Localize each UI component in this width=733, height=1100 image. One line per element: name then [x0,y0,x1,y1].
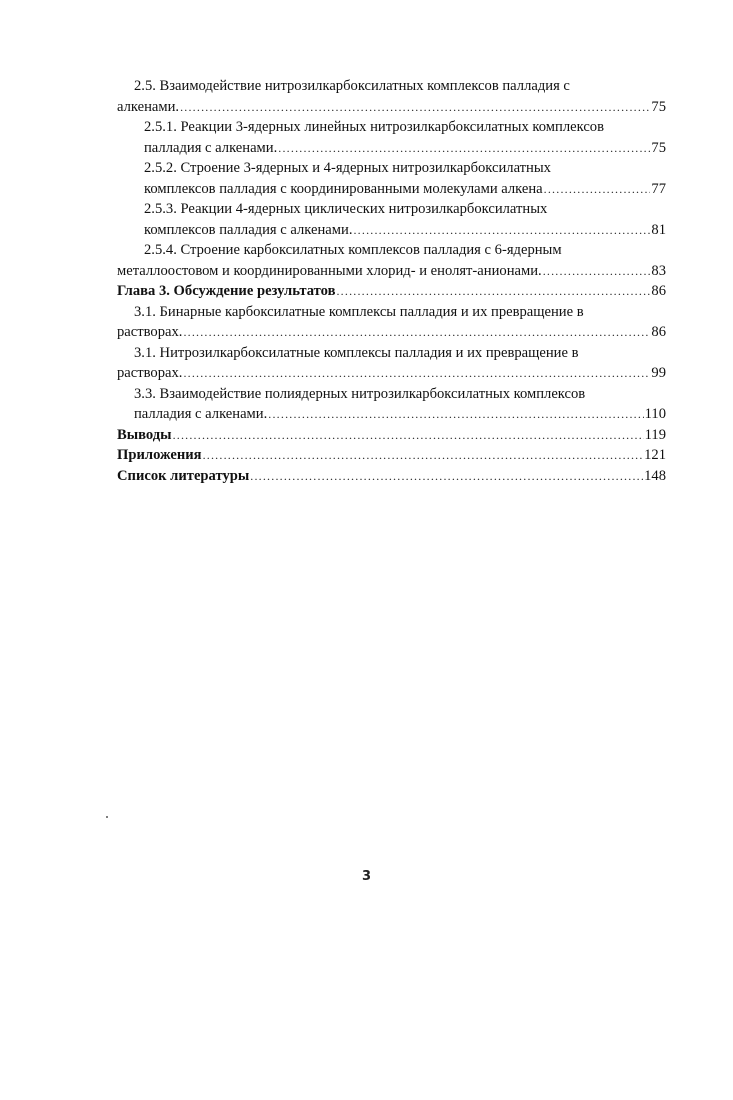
toc-entry-last-line [117,322,666,343]
toc-page-number: 86 [651,283,666,299]
toc-entry-text-line: 3.1. Нитрозилкарбоксилатные комплексы палладия и их превращение в [134,344,579,361]
toc-entry-conclusions[interactable] [117,425,666,446]
toc-entry-chapter-3[interactable] [117,281,666,302]
toc-entry-3-1-nitrosyl[interactable] [117,343,666,384]
toc-entry-text-line: растворах. [117,365,183,381]
toc-page-number: 121 [644,447,666,463]
toc-page-number: 77 [651,180,666,197]
toc-entry-text-line: палладия с алкенами. [134,406,268,422]
dot-leader [183,322,650,343]
toc-entry-last-line [117,97,666,118]
toc-page-number: 81 [651,221,666,238]
toc-entry-last-line [144,179,666,200]
dot-leader [203,445,644,466]
toc-entry-text-line: комплексов палладия с алкенами. [144,221,353,238]
table-of-contents [117,76,666,486]
dot-leader [173,425,644,446]
toc-entry-appendices[interactable] [117,445,666,466]
toc-page-number: 75 [651,98,666,115]
dot-leader [250,466,643,487]
page-number: 3 [361,869,372,884]
toc-entry-text-line: алкенами. [117,98,180,115]
toc-entry-text-line: Список литературы [117,467,250,484]
toc-entry-text-line: Приложения [117,447,202,463]
toc-entry-last-line [117,425,666,446]
toc-entry-text-line: металлоостовом и координированными хлорид- и енолят-анионами. [117,262,542,279]
toc-entry-text-line: 3.1. Бинарные карбоксилатные комплексы палладия и их превращение в [134,303,584,320]
toc-entry-last-line [117,466,666,487]
toc-page-number: 86 [651,324,666,340]
toc-entry-last-line [144,220,666,241]
toc-entry-text-line: комплексов палладия с координированными молекулами алкена [144,180,543,197]
toc-entry-text-line: палладия с алкенами. [144,139,278,156]
dot-leader [180,97,650,118]
toc-entry-3-1-binary[interactable] [117,302,666,343]
toc-entry-text-line: 2.5.1. Реакции 3-ядерных линейных нитрозилкарбоксилатных комплексов [144,119,604,135]
toc-entry-text-line: Выводы [117,426,172,443]
dot-leader [268,404,643,425]
toc-entry-2-5[interactable] [117,76,666,117]
dot-leader [543,261,651,282]
toc-entry-text-line: Глава 3. Обсуждение результатов [117,283,336,299]
toc-entry-text-line: 2.5. Взаимодействие нитрозилкарбоксилатных комплексов палладия с [134,78,570,94]
toc-entry-text-line: 3.3. Взаимодействие полиядерных нитрозилкарбоксилатных комплексов [134,385,586,402]
toc-page-number: 99 [651,365,666,381]
toc-page-number: 119 [644,426,666,443]
toc-entry-2-5-1[interactable] [117,117,666,158]
dot-leader [278,138,650,159]
toc-entry-last-line [117,445,666,466]
toc-entry-last-line [117,281,666,302]
toc-entry-last-line [134,404,666,425]
toc-page-number: 148 [644,467,666,484]
toc-page-number: 110 [644,406,666,422]
toc-entry-2-5-3[interactable] [117,199,666,240]
toc-entry-2-5-4[interactable] [117,240,666,281]
toc-entry-last-line [117,363,666,384]
toc-entry-text-line: растворах. [117,324,183,340]
toc-entry-last-line [144,138,666,159]
dot-leader [353,220,650,241]
toc-entry-text-line: 2.5.3. Реакции 4-ядерных циклических нитрозилкарбоксилатных [144,201,548,217]
dot-leader [544,179,651,200]
toc-entry-references[interactable] [117,466,666,487]
dot-leader [336,281,650,302]
toc-entry-last-line [117,261,666,282]
toc-page-number: 83 [651,262,666,279]
toc-entry-2-5-2[interactable] [117,158,666,199]
toc-entry-text-line: 2.5.2. Строение 3-ядерных и 4-ядерных нитрозилкарбоксилатных [144,160,551,176]
scan-speck [106,816,108,818]
toc-entry-text-line: 2.5.4. Строение карбоксилатных комплексов палладия с 6-ядерным [144,242,562,258]
dot-leader [183,363,650,384]
toc-page-number: 75 [651,139,666,156]
toc-entry-3-3[interactable] [117,384,666,425]
